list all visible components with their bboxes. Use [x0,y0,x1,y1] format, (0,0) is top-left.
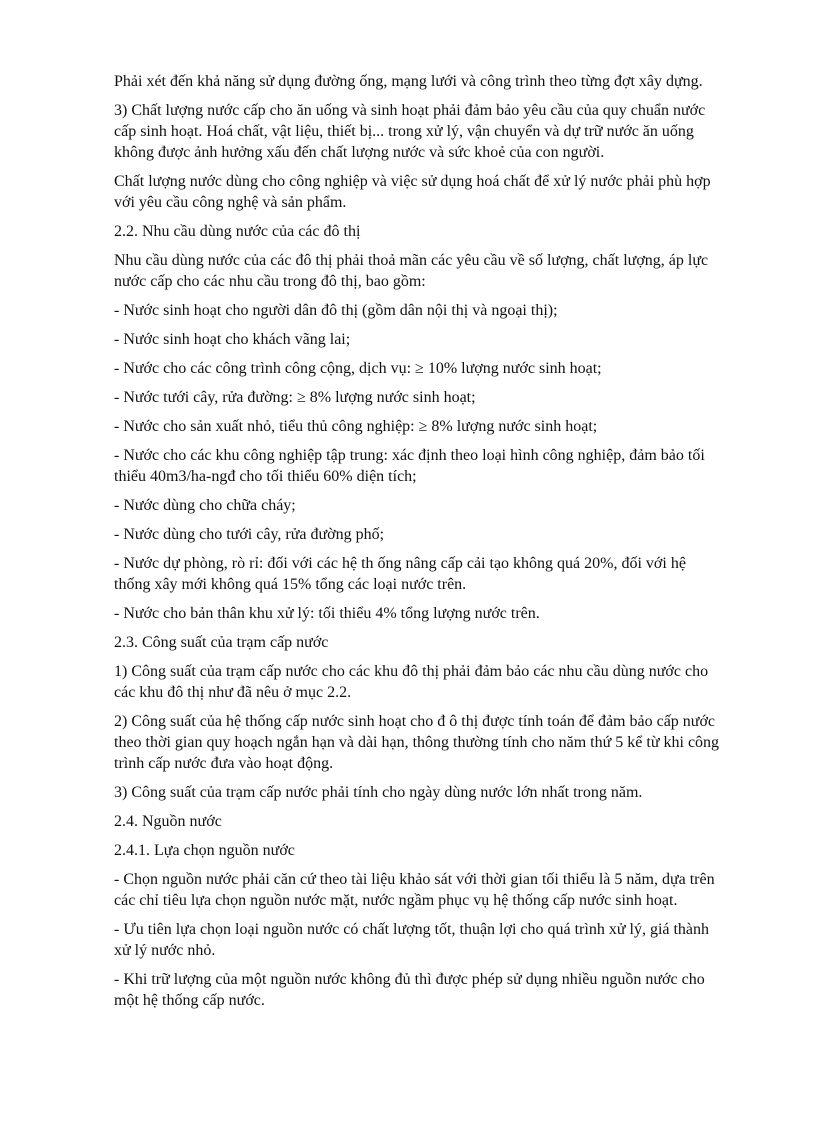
list-item: - Nước dự phòng, rò rỉ: đối với các hệ th ống nâng cấp cải tạo không quá 20%, đối với hệ thống xây mới không quá 15% tổng các loại nước trên. [114,555,686,593]
list-item: - Nước dùng cho tưới cây, rửa đường phố; [114,526,385,543]
paragraph: 3) Công suất của trạm cấp nước phải tính cho ngày dùng nước lớn nhất trong năm. [114,784,643,801]
list-item: - Nước sinh hoạt cho người dân đô thị (gồm dân nội thị và ngoại thị); [114,302,558,319]
document-page [114,71,726,1019]
paragraph: 3) Chất lượng nước cấp cho ăn uống và sinh hoạt phải đảm bảo yêu cầu của quy chuẩn nước cấp sinh hoạt. Hoá chất, vật liệu, thiết bị... trong xử lý, vận chuyển và dự trữ nước ăn uống không được ảnh hưởng xấu đến chất lượng nước và sức khoẻ của con người. [114,102,706,161]
list-item: - Nước cho sản xuất nhỏ, tiểu thủ công nghiệp: ≥ 8% lượng nước sinh hoạt; [114,418,598,435]
paragraph: 1) Công suất của trạm cấp nước cho các khu đô thị phải đảm bảo các nhu cầu dùng nước cho các khu đô thị như đã nêu ở mục 2.2. [114,663,709,701]
paragraph: Nhu cầu dùng nước của các đô thị phải thoả mãn các yêu cầu về số lượng, chất lượng, áp lực nước cấp cho các nhu cầu trong đô thị, bao gồm: [114,252,709,290]
list-item: - Chọn nguồn nước phải căn cứ theo tài liệu khảo sát với thời gian tối thiểu là 5 năm, dựa trên các chỉ tiêu lựa chọn nguồn nước mặt, nước ngầm phục vụ hệ thống cấp nước sinh hoạt. [114,871,715,909]
list-item: - Nước sinh hoạt cho khách vãng lai; [114,331,351,348]
list-item: - Nước cho các khu công nghiệp tập trung: xác định theo loại hình công nghiệp, đảm bảo tối thiểu 40m3/ha-ngđ cho tối thiểu 60% diện tích; [114,447,705,485]
list-item: - Khi trữ lượng của một nguồn nước không đủ thì được phép sử dụng nhiều nguồn nước cho một hệ thống cấp nước. [114,971,705,1009]
list-item: - Ưu tiên lựa chọn loại nguồn nước có chất lượng tốt, thuận lợi cho quá trình xử lý, giá thành xử lý nước nhỏ. [114,921,710,959]
list-item: - Nước dùng cho chữa cháy; [114,497,296,514]
paragraph: Phải xét đến khả năng sử dụng đường ống, mạng lưới và công trình theo từng đợt xây dựng. [114,73,703,90]
section-heading: 2.2. Nhu cầu dùng nước của các đô thị [114,223,361,240]
list-item: - Nước cho các công trình công cộng, dịch vụ: ≥ 10% lượng nước sinh hoạt; [114,360,602,377]
section-heading: 2.4. Nguồn nước [114,813,222,830]
subsection-heading: 2.4.1. Lựa chọn nguồn nước [114,842,295,859]
section-heading: 2.3. Công suất của trạm cấp nước [114,634,329,651]
list-item: - Nước tưới cây, rửa đường: ≥ 8% lượng nước sinh hoạt; [114,389,476,406]
list-item: - Nước cho bản thân khu xử lý: tối thiểu 4% tổng lượng nước trên. [114,605,540,622]
paragraph: Chất lượng nước dùng cho công nghiệp và việc sử dụng hoá chất để xử lý nước phải phù hợp với yêu cầu công nghệ và sản phẩm. [114,173,711,211]
paragraph: 2) Công suất của hệ thống cấp nước sinh hoạt cho đ ô thị được tính toán để đảm bảo cấp nước theo thời gian quy hoạch ngắn hạn và dài hạn, thông thường tính cho năm thứ 5 kể từ khi công trình cấp nước đưa vào hoạt động. [114,713,720,772]
